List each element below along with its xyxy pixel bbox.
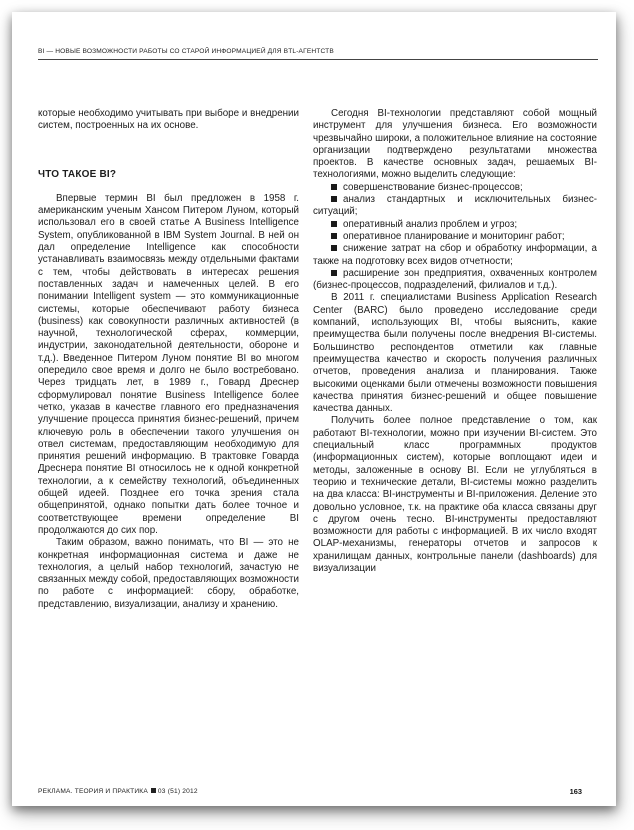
magazine-page [12, 12, 616, 806]
bullet-square-icon [331, 184, 337, 190]
paragraph-bi-systems: Получить более полное представление о том, как работают BI-технологии, можно при изучении BI-систем. Это специальный класс программных продуктов (информационных систем), которые воплощают идеи и методы, заложенные в основу BI. Если не углубляться в теорию и технические детали, BI-системы можно разделить на два класса: BI-инструменты и BI-приложения. Деление это довольно условное, т.к. на практике оба класса связаны друг с другом очень тесно. BI-инструменты предоставляют возможности для работы с информацией. В их число входят OLAP-механизмы, генераторы отчетов и запросов к хранилищам данных, контрольные панели (dashboards) для визуализации [313, 415, 597, 574]
issue-number: 03 (51) 2012 [157, 788, 198, 795]
footer-journal [38, 788, 198, 795]
intro-paragraph: которые необходимо учитывать при выборе и внедрении систем, построенных на их основе. [38, 108, 299, 132]
page-number: 163 [569, 787, 582, 796]
journal-name: РЕКЛАМА. ТЕОРИЯ И ПРАКТИКА [38, 788, 148, 795]
bullet-square-icon [331, 196, 337, 202]
left-column [38, 108, 299, 611]
list-item: оперативный анализ проблем и угроз; [313, 219, 597, 231]
bullet-square-icon [331, 221, 337, 227]
list-item: анализ стандартных и исключительных бизнес-ситуаций; [313, 194, 597, 218]
running-head: BI — НОВЫЕ ВОЗМОЖНОСТИ РАБОТЫ СО СТАРОЙ ИНФОРМАЦИЕЙ ДЛЯ BTL-АГЕНТСТВ [38, 48, 334, 55]
list-item: снижение затрат на сбор и обработку информации, а также на подготовку всех видов отчетности; [313, 243, 597, 267]
bullet-square-icon [331, 233, 337, 239]
paragraph-definition: Таким образом, важно понимать, что BI — это не конкретная информационная система и даже не технология, а целый набор технологий, зачастую не связанных между собой, предоставляющих возможности по работе с информацией: сбору, обработке, представлению, визуализации, анализу и хранению. [38, 537, 299, 610]
footer-square-icon [151, 788, 156, 793]
list-item: расширение зон предприятия, охваченных контролем (бизнес-процессов, подразделений, филиалов и т.д.). [313, 267, 597, 292]
section-title: ЧТО ТАКОЕ BI? [38, 168, 117, 180]
bullet-square-icon [331, 245, 337, 251]
paragraph-barc-study: В 2011 г. специалистами Business Application Research Center (BARC) было проведено исследование среди компаний, использующих BI, чтобы выяснить, какие преимущества были получены после внедрения BI-системы. Большинство респондентов отметили как главные преимущества качество и скорость получения различных отчетов, проведения анализа и планирования. Также высокими оценками были отмечены возможности повышения качества принятия бизнес-решений и общее повышение качества данных. [313, 292, 597, 415]
header-rule [38, 59, 598, 60]
list-item: оперативное планирование и мониторинг работ; [313, 231, 597, 243]
list-item: совершенствование бизнес-процессов; [313, 182, 597, 194]
right-column [313, 108, 597, 575]
paragraph-bi-today: Сегодня BI-технологии представляют собой мощный инструмент для улучшения бизнеса. Его возможности чрезвычайно широки, а положительное влияние на состояние организации подтверждено результатами множества проектов. В качестве основных задач, решаемых BI-технологиями, можно выделить следующие: [313, 108, 597, 181]
paragraph-history: Впервые термин BI был предложен в 1958 г. американским ученым Хансом Питером Луном, который использовал его в своей статье A Business Intelligence System, опубликованной в IBM System Journal. В ней он дал определение Intelligence как способности устанавливать взаимосвязь между отдельными фактами с тем, чтобы действовать в интересах решения поставленных задач и намеченных целей. В его понимании Intelligent system — это коммуникационные системы, которые обеспечивают работу бизнеса (business) как совокупности различных активностей (в научной, технологической сферах, коммерции, индустрии, законодательной деятельности, обороне и т.д.). Введенное Питером Луном понятие BI во многом опередило свое время и долго не было востребовано. Через тридцать лет, в 1989 г., Говард Дреснер сформулировал понятие Business Intelligence более четко, указав в качестве главного его предназначения улучшение процесса принятия бизнес-решений, причем ключевую роль в обеспечении такого улучшения он отвел системам, предоставляющим необходимую для принятия решений информацию. В трактовке Говарда Дреснера понятие BI относилось не к одной конкретной технологии, а к семейству технологий, объединенных общей идеей. Позднее его точка зрения стала общепринятой, однако попытки дать более точное и соответствующее времени определение BI продолжаются до сих пор. [38, 192, 299, 536]
bullet-square-icon [331, 270, 337, 276]
